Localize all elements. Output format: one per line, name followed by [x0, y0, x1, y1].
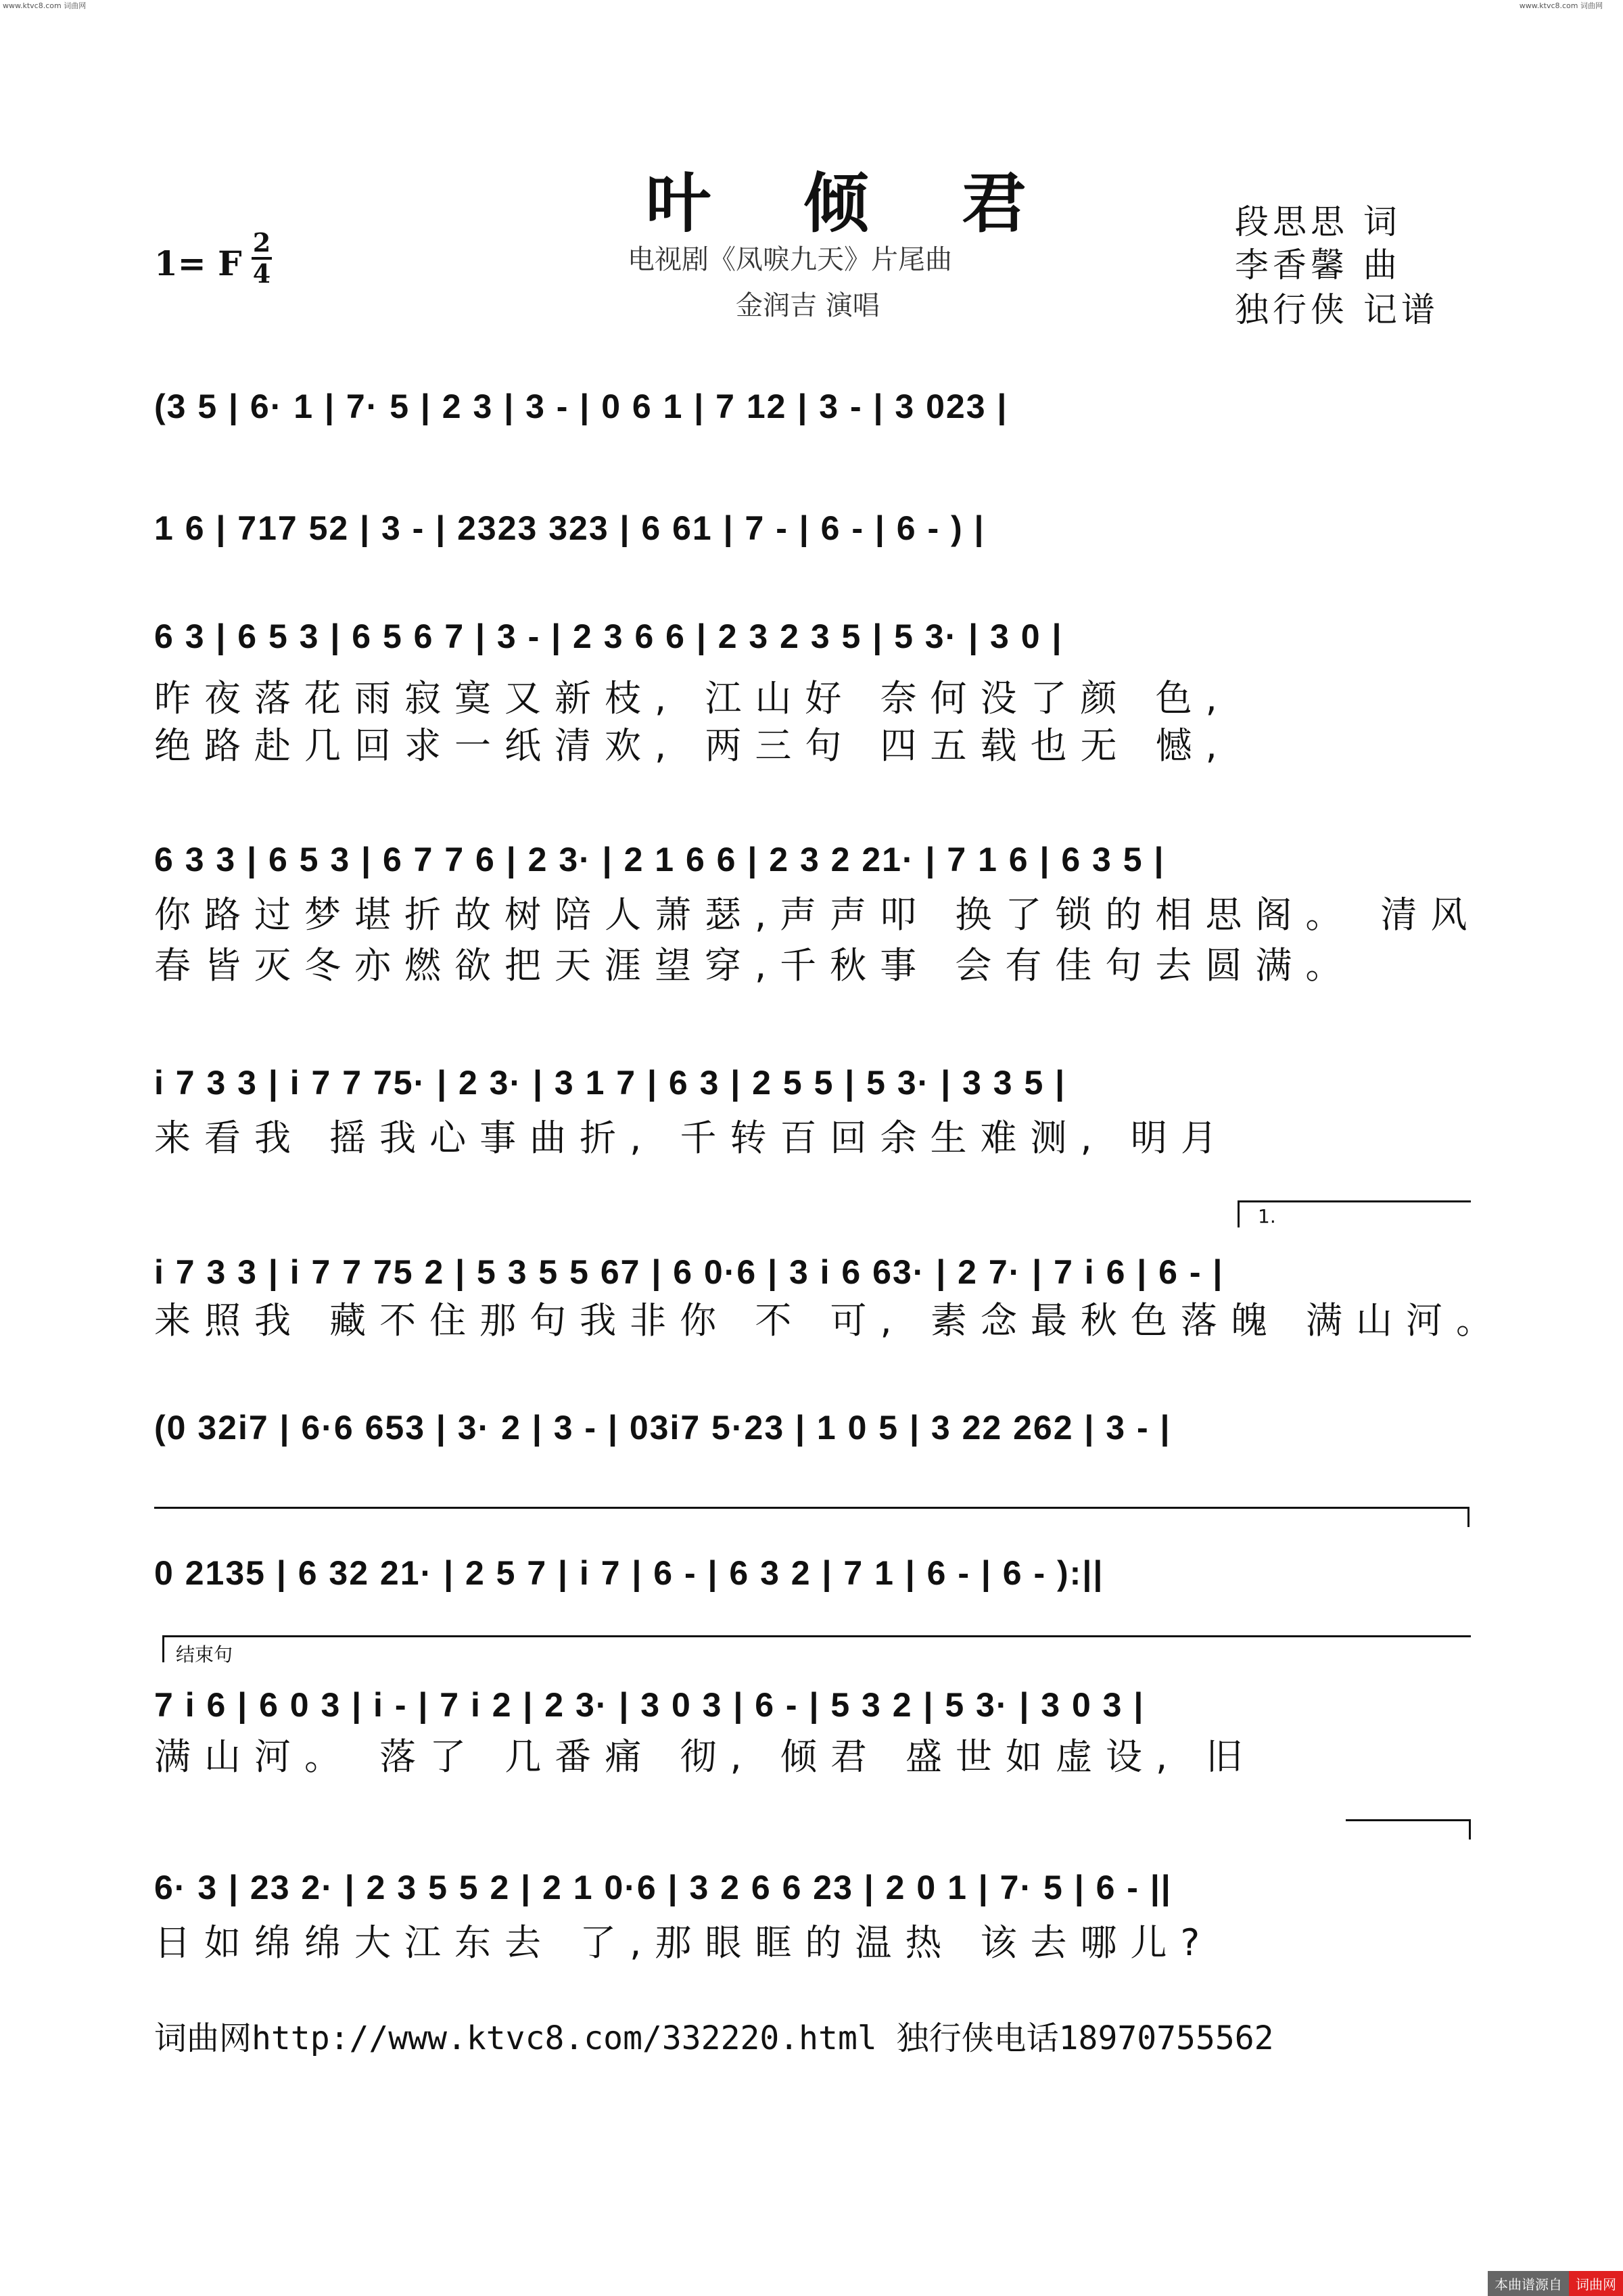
staff-row-6: [154, 1224, 1478, 1298]
source-badge: [1488, 2271, 1623, 2296]
site-watermark-left: www.ktvc8.com 词曲网: [3, 1, 87, 10]
staff-row-5: [154, 1035, 1478, 1109]
staff-row-1: [154, 358, 1478, 433]
notation-line: i 7 3 3 | i 7 7 75· | 2 3· | 3 1 7 | 6 3 | 2 5 5 | 5 3· | 3 3 5 |: [154, 1064, 1066, 1102]
lyric-line: 你路过梦堪折故树陪人萧瑟,声声叩 换了锁的相思阁。 清风: [154, 893, 1481, 936]
footer-source-link[interactable]: 词曲网http://www.ktvc8.com/332220.html 独行侠电话18970755562: [154, 2019, 1274, 2057]
staff-row-2: [154, 480, 1478, 555]
staff-row-3: [154, 588, 1478, 663]
volta-label: 1.: [1258, 1205, 1276, 1227]
notation-line: (3 5 | 6· 1 | 7· 5 | 2 3 | 3 - | 0 6 1 | 7 12 | 3 - | 3 023 |: [154, 388, 1008, 425]
lyric-line: 绝路赴几回求一纸清欢, 两三句 四五载也无 憾,: [154, 724, 1231, 767]
notation-line: 6 3 3 | 6 5 3 | 6 7 7 6 | 2 3· | 2 1 6 6 | 2 3 2 21· | 7 1 6 | 6 3 5 |: [154, 841, 1165, 878]
notation-line: 1 6 | 717 52 | 3 - | 2323 323 | 6 61 | 7 - | 6 - | 6 - ) |: [154, 509, 985, 547]
ending-bracket: [1346, 1819, 1471, 1821]
coda-bracket: [162, 1635, 1471, 1637]
volta-bracket-start: [1238, 1200, 1240, 1227]
song-subtitle: 电视剧《凤唳九天》片尾曲: [628, 244, 952, 275]
top-bar: [0, 0, 1623, 9]
staff-row-4: [154, 812, 1478, 886]
song-title: 叶 倾 君: [646, 165, 1062, 241]
coda-label: 结束句: [176, 1643, 233, 1666]
badge-left: 本曲谱源自: [1488, 2271, 1569, 2296]
notation-line: i 7 3 3 | i 7 7 75 2 | 5 3 5 5 67 | 6 0·6 | 3 i 6 63· | 2 7· | 7 i 6 | 6 - |: [154, 1253, 1224, 1291]
transcriber-credit: 独行侠 记谱: [1235, 290, 1439, 329]
composer-credit: 李香馨 曲: [1235, 245, 1401, 285]
time-numerator: 2: [252, 227, 271, 258]
repeat-bracket: [154, 1507, 1469, 1509]
singer-credit: 金润吉 演唱: [736, 290, 880, 321]
staff-row-7: [154, 1380, 1478, 1454]
staff-row-8: [154, 1525, 1478, 1599]
lyricist-credit: 段思思 词: [1235, 202, 1401, 241]
notation-line: 6· 3 | 23 2· | 2 3 5 5 2 | 2 1 0·6 | 3 2 6 6 23 | 2 0 1 | 7· 5 | 6 - ||: [154, 1869, 1172, 1906]
lyric-line: 日如绵绵大江东去 了,那眼眶的温热 该去哪儿?: [154, 1921, 1214, 1964]
lyric-line: 来看我 摇我心事曲折, 千转百回余生难测, 明月: [154, 1117, 1231, 1159]
staff-row-10: [154, 1840, 1478, 1914]
notation-line: 7 i 6 | 6 0 3 | i - | 7 i 2 | 2 3· | 3 0 3 | 6 - | 5 3 2 | 5 3· | 3 0 3 |: [154, 1686, 1145, 1724]
repeat-bracket-end: [1467, 1507, 1469, 1527]
volta-bracket: [1238, 1200, 1471, 1202]
site-watermark-right: www.ktvc8.com 词曲网: [1519, 1, 1603, 10]
staff-row-9: [154, 1657, 1478, 1731]
time-signature: [252, 227, 272, 289]
notation-line: (0 32i7 | 6·6 653 | 3· 2 | 3 - | 03i7 5·23 | 1 0 5 | 3 22 262 | 3 - |: [154, 1409, 1171, 1447]
key-signature: 1= F: [154, 243, 242, 283]
lyric-line: 昨夜落花雨寂寞又新枝, 江山好 奈何没了颜 色,: [154, 677, 1231, 720]
time-denominator: 4: [252, 258, 271, 289]
notation-line: 6 3 | 6 5 3 | 6 5 6 7 | 3 - | 2 3 6 6 | 2 3 2 3 5 | 5 3· | 3 0 |: [154, 617, 1063, 655]
badge-right[interactable]: 词曲网: [1569, 2271, 1623, 2296]
lyric-line: 满山河。 落了 几番痛 彻, 倾君 盛世如虚设, 旧: [154, 1735, 1256, 1778]
lyric-line: 来照我 藏不住那句我非你 不 可, 素念最秋色落魄 满山河。: [154, 1299, 1506, 1342]
ending-bracket-end: [1469, 1819, 1471, 1840]
notation-line: 0 2135 | 6 32 21· | 2 5 7 | i 7 | 6 - | 6 3 2 | 7 1 | 6 - | 6 - ):||: [154, 1554, 1104, 1592]
lyric-line: 春皆灭冬亦燃欲把天涯望穿,千秋事 会有佳句去圆满。: [154, 944, 1356, 987]
